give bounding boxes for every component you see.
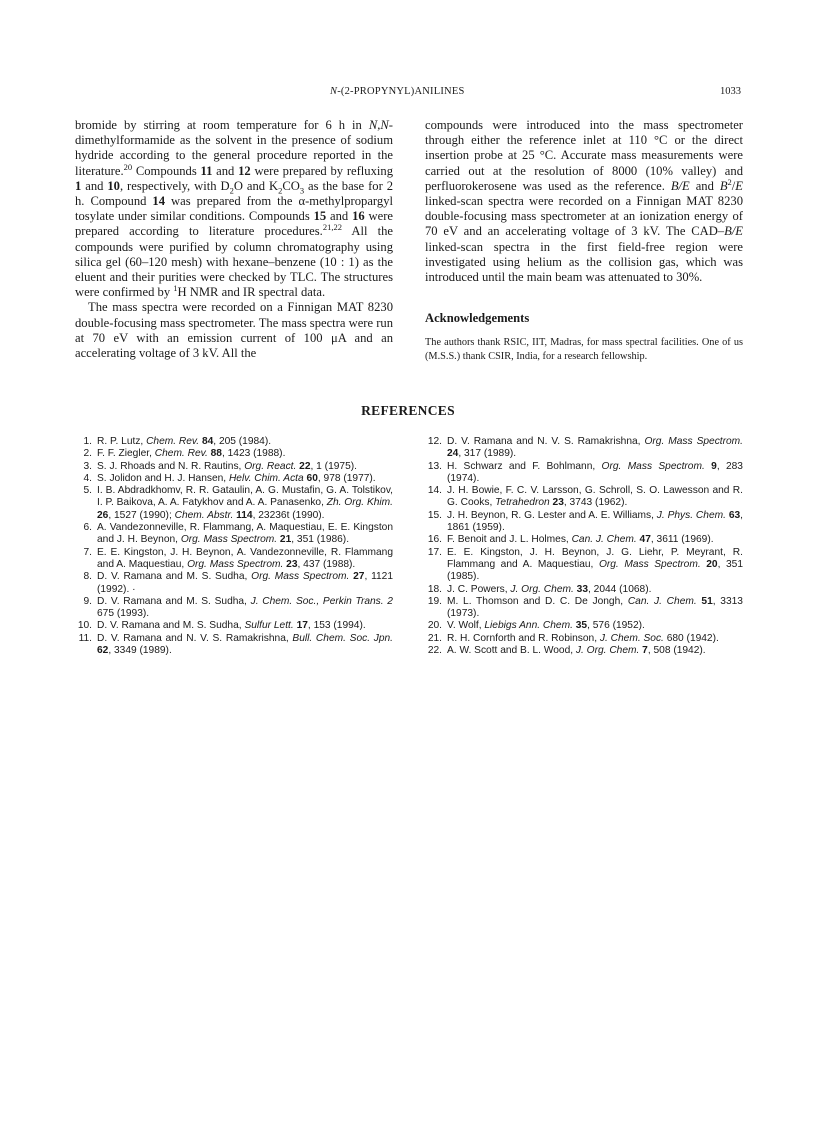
reference-item (75, 547, 393, 572)
reference-number: 22. (427, 645, 442, 657)
reference-volume: 23 (286, 558, 298, 570)
text-run: B/E (670, 178, 690, 193)
reference-item (425, 596, 743, 621)
reference-pages-year: , 153 (1994). (307, 620, 366, 632)
reference-pages-year: , 1121 (1992). · (97, 571, 393, 595)
reference-pages-year: , 508 (1942). (647, 645, 706, 657)
reference-journal: Can. J. Chem. (571, 534, 637, 546)
reference-pages-year: , 23236t (1990). (252, 509, 325, 521)
text-run: and (81, 178, 108, 193)
reference-number: 15. (427, 509, 442, 521)
reference-volume: 27 (353, 571, 365, 583)
reference-journal: J. Org. Chem. (510, 583, 574, 595)
reference-journal: J. Chem. Soc. (599, 632, 664, 644)
reference-volume: 114 (236, 509, 253, 521)
reference-number: 7. (83, 546, 92, 558)
reference-authors: E. E. Kingston, J. H. Beynon, A. Vandezonneville, R. Flammang and A. Maquestiau, (97, 546, 393, 570)
reference-pages-year: , 1423 (1988). (221, 448, 286, 460)
paragraph-mass-spectra: The mass spectra were recorded on a Finnigan MAT 8230 double-focusing mass spectrometer. The mass spectra were run at 70 eV with an emission current of 100 μA and an accelerating voltage of 3 kV. All the (75, 300, 394, 361)
reference-pages-year: , 1527 (1990); (108, 509, 175, 521)
compound-number: 1 (75, 178, 82, 193)
text-run: linked-scan spectra were recorded on a Finnigan MAT 8230 double-focusing mass spectrometer at an ionization energy of 70 eV and an accelerating voltage of 3 kV. The CAD– (425, 194, 743, 239)
reference-number: 17. (427, 546, 442, 558)
reference-pages-year: , 3611 (1969). (650, 534, 714, 546)
text-run: , respectively, with D (119, 178, 230, 193)
reference-authors: J. C. Powers, (447, 583, 511, 595)
reference-volume: 88 (210, 448, 222, 460)
reference-item (75, 473, 393, 485)
compound-number: 15 (313, 209, 327, 224)
reference-pages-year: , 3349 (1989). (108, 645, 172, 657)
text-run: and (326, 209, 353, 224)
reference-authors: S. J. Rhoads and N. R. Rautins, (97, 460, 245, 472)
reference-journal: Org. Mass Spectrom. (598, 558, 701, 570)
reference-number: 13. (427, 460, 442, 472)
reference-journal: Org. Mass Spectrom. (251, 571, 350, 583)
reference-volume: 23 (552, 497, 564, 509)
reference-number: 2. (83, 448, 92, 460)
text-run: H NMR and IR spectral data. (177, 285, 326, 300)
reference-authors: M. L. Thomson and D. C. De Jongh, (447, 595, 628, 607)
reference-volume: 63 (728, 509, 741, 521)
reference-pages-year: , 351 (1985). (447, 558, 743, 583)
reference-number: 6. (83, 522, 92, 534)
subscript: 2 (278, 185, 283, 196)
compound-number: 14 (152, 194, 166, 209)
reference-journal: Bull. Chem. Soc. Jpn. (292, 632, 393, 644)
reference-volume: 47 (639, 534, 651, 546)
paragraph-instrumentation (425, 118, 743, 285)
reference-volume: 7 (642, 645, 648, 657)
reference-authors: D. V. Ramana and N. V. S. Ramakrishna, (97, 632, 293, 644)
reference-number: 5. (83, 485, 92, 497)
reference-journal: Org. Mass Spectrom. (601, 460, 705, 472)
reference-pages-year: 675 (1993). (97, 608, 150, 620)
reference-authors: H. Schwarz and F. Bohlmann, (447, 460, 602, 472)
reference-volume: 33 (576, 583, 588, 595)
reference-number: 16. (427, 534, 442, 546)
reference-authors: R. P. Lutz, (97, 436, 147, 447)
reference-item (425, 485, 743, 510)
reference-item (425, 584, 743, 596)
reference-volume: 26 (97, 509, 109, 521)
reference-pages-year: , 437 (1988). (297, 558, 356, 570)
citation-superscript: 20 (123, 161, 133, 172)
reference-item (75, 633, 393, 658)
reference-journal: Liebigs Ann. Chem. (484, 620, 573, 632)
reference-number: 11. (78, 632, 92, 644)
reference-item (425, 645, 743, 657)
reference-authors: A. Vandezonneville, R. Flammang, A. Maquestiau, E. E. Kingston and J. H. Beynon, (97, 522, 393, 546)
text-run: Compounds (132, 163, 201, 178)
reference-volume: 22 (299, 460, 311, 472)
reference-pages-year: , 978 (1977). (317, 472, 376, 484)
reference-pages-year: , 317 (1989). (458, 448, 517, 460)
reference-journal: Chem. Rev. (146, 436, 200, 447)
text-run: as the base for 2 h. Compound (75, 178, 394, 209)
text-run: / (731, 178, 736, 193)
reference-number: 18. (427, 583, 442, 595)
reference-pages-year: , 1861 (1959). (447, 509, 743, 534)
reference-volume: 62 (97, 645, 109, 657)
subscript: 2 (229, 185, 234, 196)
reference-authors: R. H. Cornforth and R. Robinson, (447, 632, 600, 644)
reference-number: 12. (427, 436, 442, 447)
reference-item (75, 461, 393, 473)
reference-authors: F. F. Ziegler, (97, 448, 155, 460)
reference-item (425, 620, 743, 632)
reference-number: 9. (83, 595, 92, 607)
reference-volume: 35 (575, 620, 588, 632)
reference-item (75, 436, 393, 448)
text-run: All the compounds were purified by column chromatography using silica gel (60–120 mesh) with hexane–benzene (10 : 1) as the eluent and their purities were checked by TLC. The structures were confirmed by (75, 224, 393, 300)
reference-pages-year: , 283 (1974). (447, 460, 743, 484)
reference-authors: J. H. Beynon, R. G. Lester and A. E. Williams, (447, 509, 657, 521)
text-run: E (735, 178, 743, 193)
reference-journal: Org. Mass Spectrom. (187, 558, 284, 570)
reference-pages-year: , 576 (1952). (587, 620, 645, 632)
right-column (425, 118, 743, 363)
acknowledgements-heading: Acknowledgements (425, 311, 530, 326)
running-head (330, 86, 465, 97)
reference-journal: Chem. Abstr. (174, 509, 234, 521)
reference-item (75, 596, 393, 621)
text-run: compounds were introduced into the mass spectrometer through either the reference inlet at 110 °C or the direct insertion probe at 25 °C. Accurate mass measurements were carried out at the resolution of 8000 (10% valley) and perfluorokerosene was used as the reference. (425, 118, 743, 193)
reference-item (425, 436, 743, 461)
reference-pages-year: , 351 (1986). (291, 534, 350, 546)
text-run: N,N (368, 118, 389, 132)
reference-journal: Can. J. Chem. (627, 595, 697, 607)
reference-number: 4. (83, 472, 92, 484)
reference-pages-year: 680 (1942). (666, 632, 719, 644)
text-run: and (212, 163, 239, 178)
reference-authors: J. H. Bowie, F. C. V. Larsson, G. Schroll, S. O. Lawesson and R. G. Cooks, (447, 485, 743, 509)
reference-volume: 21 (279, 534, 292, 546)
reference-authors: D. V. Ramana and M. S. Sudha, (97, 571, 252, 583)
text-run: CO (282, 178, 300, 193)
reference-journal: J. Org. Chem. (575, 645, 640, 657)
reference-pages-year: , 3313 (1973). (447, 595, 743, 620)
reference-journal: Tetrahedron (495, 497, 550, 509)
reference-volume: 51 (701, 595, 713, 607)
text-run: B (719, 178, 728, 193)
reference-item (75, 571, 393, 596)
compound-number: 11 (200, 163, 213, 178)
reference-volume: 17 (296, 620, 308, 632)
references-list-left (75, 436, 393, 657)
reference-journal: J. Chem. Soc., Perkin Trans. 2 (250, 595, 393, 607)
left-column (75, 118, 393, 361)
page-number: 1033 (720, 86, 741, 97)
text-run: was prepared from the α-methylpropargyl tosylate under similar conditions. Compounds (75, 194, 393, 224)
reference-item (425, 534, 743, 546)
reference-authors: S. Jolidon and H. J. Hansen, (97, 472, 229, 484)
reference-number: 21. (427, 632, 442, 644)
reference-number: 19. (427, 595, 442, 607)
citation-superscript: 21,22 (322, 222, 342, 233)
reference-authors: D. V. Ramana and M. S. Sudha, (97, 595, 251, 607)
reference-item (425, 461, 743, 486)
reference-journal: Org. Mass Spectrom. (644, 436, 743, 447)
reference-journal: Org. React. (244, 460, 297, 472)
compound-number: 16 (352, 209, 365, 224)
reference-authors: A. W. Scott and B. L. Wood, (447, 645, 576, 657)
reference-number: 10. (77, 620, 92, 632)
reference-pages-year: , 1 (1975). (310, 460, 357, 472)
reference-number: 8. (83, 571, 92, 583)
reference-item (75, 448, 393, 460)
compound-number: 10 (107, 178, 120, 193)
superscript: 1 (173, 283, 178, 294)
reference-item (425, 633, 743, 645)
reference-pages-year: , 3743 (1962). (563, 497, 628, 509)
running-head-text: -(2-PROPYNYL)ANILINES (337, 86, 465, 97)
reference-journal: Zh. Org. Khim. (326, 497, 393, 509)
text-run: linked-scan spectra in the first field-free region were investigated using helium as the collision gas, which was introduced until the main beam was attenuated to 30%. (425, 239, 743, 285)
superscript: 2 (727, 176, 732, 187)
reference-journal: Helv. Chim. Acta (228, 472, 304, 484)
subscript: 3 (299, 185, 305, 196)
reference-authors: I. B. Abdradkhomv, R. R. Gataulin, A. G. Mustafin, G. A. Tolstikov, I. P. Baikova, A. A. Fatykhov and A. A. Panasenko, (97, 485, 393, 509)
reference-item (75, 485, 393, 522)
text-run: B/E (724, 224, 743, 239)
running-head-italic: N (330, 86, 338, 97)
text-run: bromide by stirring at room temperature for 6 h in (75, 118, 369, 132)
reference-number: 14. (427, 485, 442, 497)
reference-pages-year: , 205 (1984). (213, 436, 272, 447)
reference-number: 1. (83, 436, 92, 447)
compound-number: 12 (238, 163, 251, 178)
text-run: and (689, 178, 720, 193)
reference-authors: E. E. Kingston, J. H. Beynon, J. G. Liehr, P. Meyrant, R. Flammang and A. Maquestiau, (447, 546, 743, 570)
reference-journal: Chem. Rev. (154, 448, 208, 460)
text-run: were prepared according to literature procedures. (75, 209, 393, 239)
reference-number: 3. (83, 460, 92, 472)
reference-volume: 9 (711, 460, 717, 472)
text-run: O and K (233, 178, 279, 193)
reference-journal: Org. Mass Spectrom. (180, 534, 278, 546)
reference-item (75, 522, 393, 547)
reference-item (425, 510, 743, 535)
paragraph-experimental (75, 118, 393, 300)
reference-authors: V. Wolf, (447, 620, 485, 632)
reference-authors: F. Benoit and J. L. Holmes, (447, 534, 572, 546)
reference-volume: 24 (447, 448, 459, 460)
reference-volume: 20 (706, 558, 718, 570)
reference-volume: 84 (201, 436, 214, 447)
reference-volume: 60 (306, 472, 318, 484)
references-heading: REFERENCES (361, 403, 455, 418)
reference-pages-year: , 2044 (1068). (588, 583, 652, 595)
reference-journal: J. Phys. Chem. (656, 509, 726, 521)
text-run: were prepared by refluxing (250, 163, 393, 178)
reference-item (425, 547, 743, 584)
reference-authors: D. V. Ramana and M. S. Sudha, (97, 620, 245, 632)
references-list-right (425, 436, 743, 657)
reference-authors: D. V. Ramana and N. V. S. Ramakrishna, (447, 436, 645, 447)
acknowledgements-text: The authors thank RSIC, IIT, Madras, for mass spectral facilities. One of us (M.S.S.) thank CSIR, India, for a research fellowship. (425, 337, 743, 362)
reference-item (75, 620, 393, 632)
reference-number: 20. (427, 620, 442, 632)
text-run: -dimethylformamide as the solvent in the presence of sodium hydride according to the general procedure reported in the literature. (75, 118, 393, 178)
reference-journal: Sulfur Lett. (244, 620, 294, 632)
